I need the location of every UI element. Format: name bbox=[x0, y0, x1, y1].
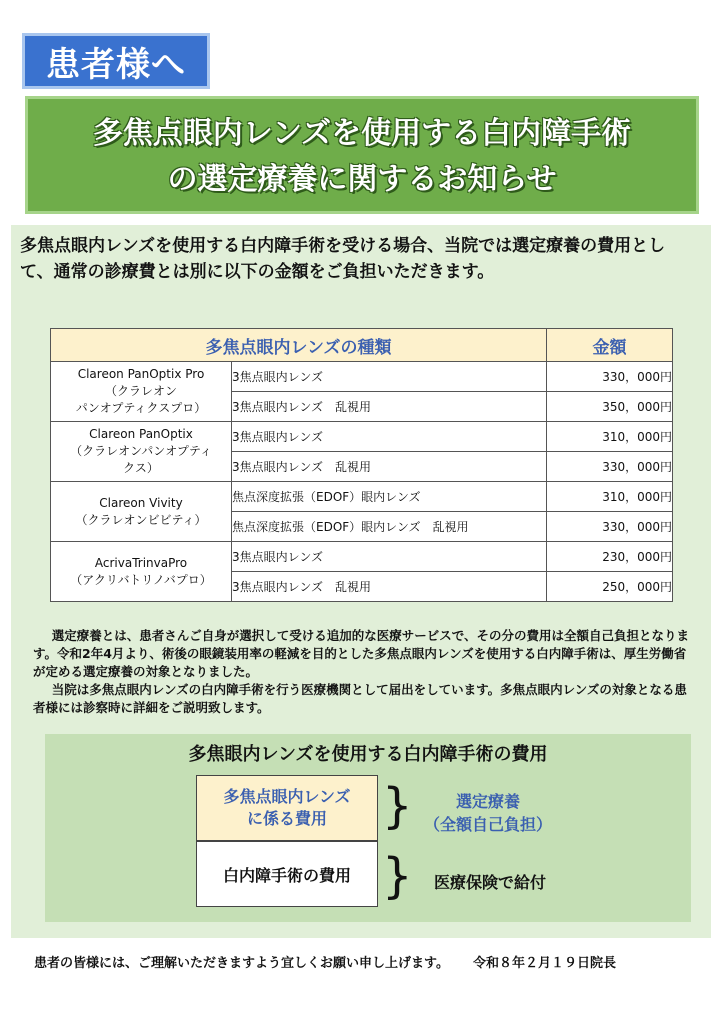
brace-icon: } bbox=[382, 778, 413, 834]
lens-cost-line: に係る費用 bbox=[246, 809, 327, 828]
lens-cost-box bbox=[196, 775, 378, 841]
lens-name-cell bbox=[51, 362, 232, 422]
explanation-notes bbox=[33, 627, 693, 717]
lens-kind-cell: 3焦点眼内レンズ 乱視用 bbox=[232, 392, 547, 422]
brace-icon: } bbox=[382, 848, 413, 904]
title-banner bbox=[25, 96, 699, 214]
lens-name-line: Clareon PanOptix bbox=[89, 427, 193, 441]
header-price: 金額 bbox=[547, 329, 673, 362]
lens-name-cell bbox=[51, 422, 232, 482]
notice-tag: 患者様へ bbox=[22, 33, 210, 89]
lens-cost-line: 多焦点眼内レンズ bbox=[223, 787, 351, 806]
cost-diagram-title: 多焦眼内レンズを使用する白内障手術の費用 bbox=[188, 744, 548, 765]
selected-treatment-line: （全額自己負担） bbox=[423, 815, 552, 834]
header-lens-type: 多焦点眼内レンズの種類 bbox=[51, 329, 547, 362]
lens-name-line: （アクリバトリノバプロ） bbox=[70, 572, 212, 587]
price-cell: 230，000円 bbox=[547, 542, 673, 572]
lens-kind-cell: 3焦点眼内レンズ bbox=[232, 362, 547, 392]
lens-name-cell bbox=[51, 542, 232, 602]
title-line-2: の選定療養に関するお知らせ bbox=[167, 162, 557, 197]
footer-date: 令和８年２月１９日院長 bbox=[472, 956, 616, 971]
lens-name-line: パンオプティクスプロ） bbox=[75, 401, 207, 415]
selected-treatment-line: 選定療養 bbox=[455, 792, 520, 811]
note-paragraph: 選定療養とは、患者さんご自身が選択して受ける追加的な医療サービスで、その分の費用は全額自己負担となります。令和2年4月より、術後の眼鏡装用率の軽減を目的とした多焦点眼内レンズを使用する白内障手術は、厚生労働省が定める選定療養の対象となりました。 bbox=[33, 628, 690, 679]
selected-treatment-label bbox=[418, 790, 558, 836]
lens-kind-cell: 3焦点眼内レンズ 乱視用 bbox=[232, 572, 547, 602]
insurance-label: 医療保険で給付 bbox=[433, 873, 546, 892]
intro-text: 多焦点眼内レンズを使用する白内障手術を受ける場合、当院では選定療養の費用として、通常の診療費とは別に以下の金額をご負担いただきます。 bbox=[20, 236, 666, 282]
lens-name-cell bbox=[51, 482, 232, 542]
title-line-1: 多焦点眼内レンズを使用する白内障手術 bbox=[92, 116, 632, 151]
lens-price-table bbox=[50, 328, 673, 602]
surgery-cost-box: 白内障手術の費用 bbox=[196, 841, 378, 907]
price-cell: 310，000円 bbox=[547, 482, 673, 512]
lens-name-line: （クラレオンビビティ） bbox=[75, 512, 207, 527]
price-cell: 250，000円 bbox=[547, 572, 673, 602]
lens-kind-cell: 焦点深度拡張（EDOF）眼内レンズ 乱視用 bbox=[232, 512, 547, 542]
price-cell: 330，000円 bbox=[547, 512, 673, 542]
table-row bbox=[51, 482, 673, 512]
lens-kind-cell: 焦点深度拡張（EDOF）眼内レンズ bbox=[232, 482, 547, 512]
lens-kind-cell: 3焦点眼内レンズ bbox=[232, 542, 547, 572]
price-cell: 330，000円 bbox=[547, 362, 673, 392]
note-paragraph: 当院は多焦点眼内レンズの白内障手術を行う医療機関として届出をしています。多焦点眼内レンズの対象となる患者様には診察時に詳細をご説明致します。 bbox=[33, 682, 687, 715]
lens-name-line: AcrivaTrinvaPro bbox=[94, 555, 188, 570]
lens-name-line: （クラレオンパンオプティ bbox=[70, 444, 212, 458]
lens-name-line: Clareon PanOptix Pro bbox=[77, 367, 205, 381]
lens-kind-cell: 3焦点眼内レンズ bbox=[232, 422, 547, 452]
price-cell: 350，000円 bbox=[547, 392, 673, 422]
lens-kind-cell: 3焦点眼内レンズ 乱視用 bbox=[232, 452, 547, 482]
price-cell: 330，000円 bbox=[547, 452, 673, 482]
lens-name-line: クス） bbox=[123, 461, 159, 475]
lens-name-line: （クラレオン bbox=[104, 384, 177, 398]
price-cell: 310，000円 bbox=[547, 422, 673, 452]
lens-name-line: Clareon Vivity bbox=[99, 495, 183, 510]
table-row bbox=[51, 422, 673, 452]
footer-message: 患者の皆様には、ご理解いただきますよう宜しくお願い申し上げます。 bbox=[34, 956, 449, 971]
table-row bbox=[51, 542, 673, 572]
footer bbox=[34, 952, 694, 971]
table-row bbox=[51, 362, 673, 392]
